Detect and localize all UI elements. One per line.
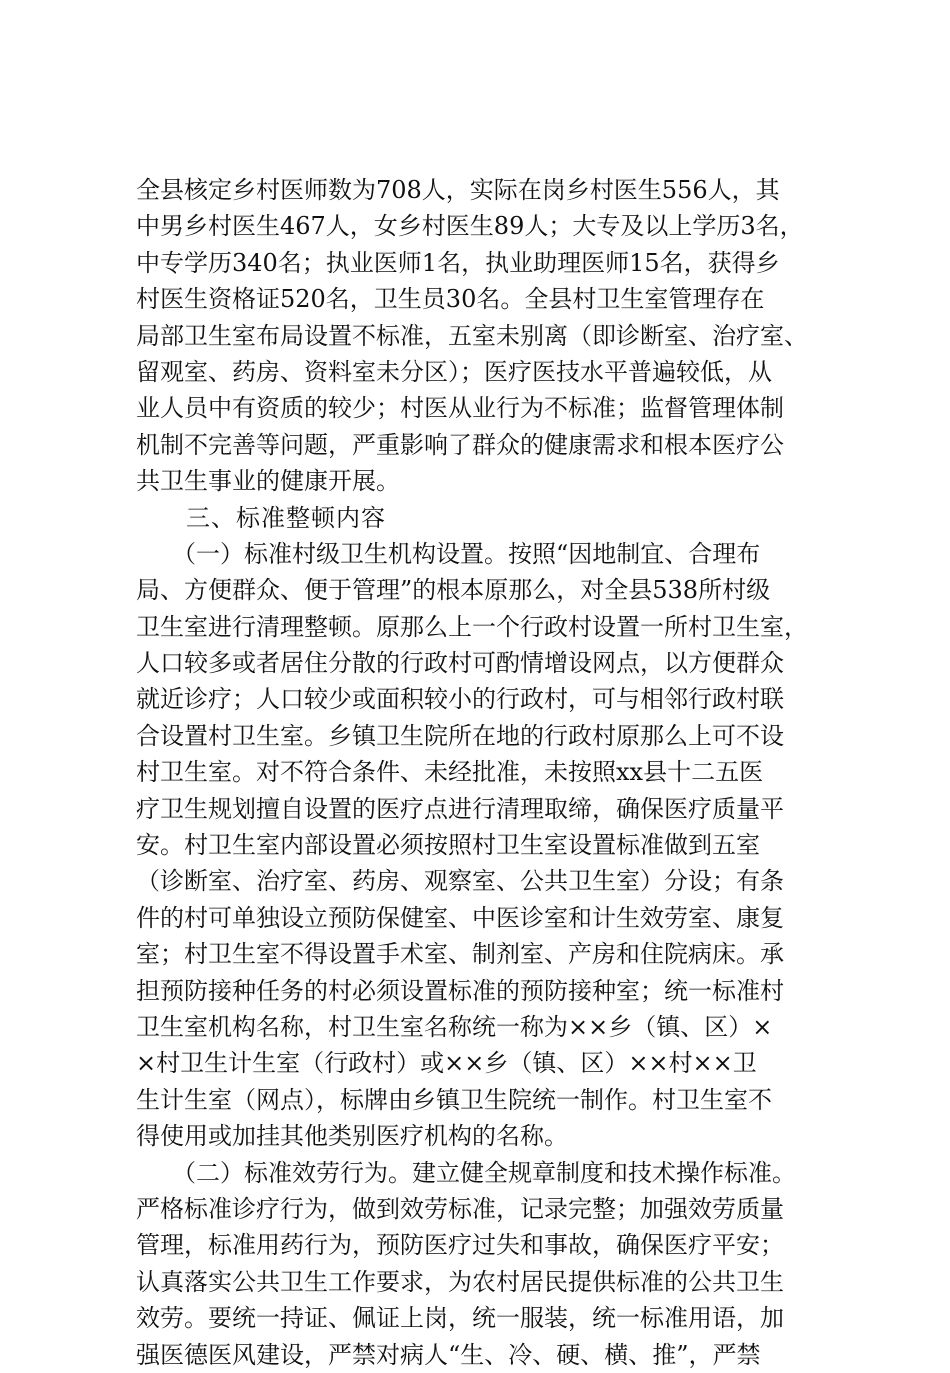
text-line: 生计生室（网点），标牌由乡镇卫生院统一制作。村卫生室不 [136,1085,772,1114]
text-line: 强医德医风建设，严禁对病人“生、冷、硬、横、推”，严禁 [136,1340,761,1369]
text-line: 担预防接种任务的村必须设置标准的预防接种室；统一标准村 [136,976,784,1005]
section-heading: 三、标准整顿内容 [136,503,386,532]
text-line: 村医生资格证520名，卫生员30名。全县村卫生室管理存在 [136,285,765,314]
text-line: （一）标准村级卫生机构设置。按照“因地制宜、合理布 [136,539,761,568]
text-line: （诊断室、治疗室、药房、观察室、公共卫生室）分设；有条 [136,867,784,896]
text-line: 留观室、药房、资料室未分区）；医疗医技水平普遍较低，从 [136,357,772,386]
text-line: 认真落实公共卫生工作要求，为农村居民提供标准的公共卫生 [136,1267,784,1296]
text-line: 效劳。要统一持证、佩证上岗，统一服装，统一标准用语，加 [136,1304,784,1333]
text-line: 件的村可单独设立预防保健室、中医诊室和计生效劳室、康复 [136,903,784,932]
text-line: 局部卫生室布局设置不标准，五室未别离（即诊断室、治疗室、 [136,321,808,350]
text-line: 就近诊疗；人口较少或面积较小的行政村，可与相邻行政村联 [136,685,784,714]
text-line: 业人员中有资质的较少；村医从业行为不标准；监督管理体制 [136,394,784,423]
text-line: 疗卫生规划擅自设置的医疗点进行清理取缔，确保医疗质量平 [136,794,784,823]
document-body [136,172,836,1373]
text-line: 中男乡村医生467人，女乡村医生89人；大专及以上学历3名， [136,212,804,241]
text-line: 管理，标准用药行为，预防医疗过失和事故，确保医疗平安； [136,1231,784,1260]
text-line: 室；村卫生室不得设置手术室、制剂室、产房和住院病床。承 [136,940,784,969]
text-line: （二）标准效劳行为。建立健全规章制度和技术操作标准。 [136,1158,796,1187]
text-line: 合设置村卫生室。乡镇卫生院所在地的行政村原那么上可不设 [136,721,784,750]
text-line: 全县核定乡村医师数为708人，实际在岗乡村医生556人，其 [136,176,780,204]
text-line: 局、方便群众、便于管理”的根本原那么，对全县538所村级 [136,576,771,605]
text-line: 得使用或加挂其他类别医疗机构的名称。 [136,1122,568,1151]
text-line: 严格标准诊疗行为，做到效劳标准，记录完整；加强效劳质量 [136,1194,784,1223]
text-line: 机制不完善等问题，严重影响了群众的健康需求和根本医疗公 [136,430,784,459]
text-line: 安。村卫生室内部设置必须按照村卫生室设置标准做到五室 [136,831,760,860]
text-line: 中专学历340名；执业医师1名，执业助理医师15名，获得乡 [136,248,780,277]
text-line: 卫生室进行清理整顿。原那么上一个行政村设置一所村卫生室， [136,612,808,641]
text-line: 卫生室机构名称，村卫生室名称统一称为××乡（镇、区）× [136,1012,773,1041]
text-line: 人口较多或者居住分散的行政村可酌情增设网点，以方便群众 [136,649,784,678]
text-line: 村卫生室。对不符合条件、未经批准，未按照xx县十二五医 [136,758,764,787]
text-line: ×村卫生计生室（行政村）或××乡（镇、区）××村××卫 [136,1049,757,1078]
text-line: 共卫生事业的健康开展。 [136,467,400,496]
